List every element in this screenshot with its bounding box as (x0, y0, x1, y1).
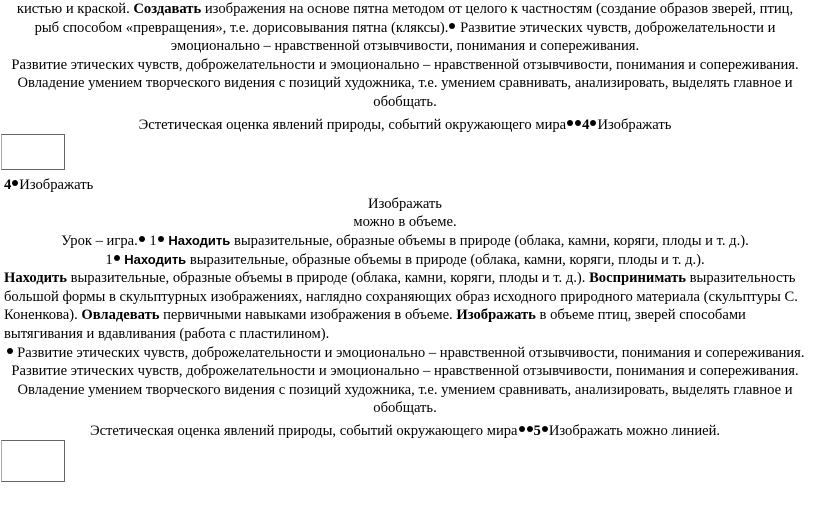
paragraph-aesthetic-2 (0, 422, 812, 441)
paragraph-find-volumes (0, 251, 812, 270)
bold-term: Создавать (133, 1, 202, 17)
paragraph-in-volume: можно в объеме. (353, 214, 457, 231)
paragraph-vision-2: Овладение умением творческого видения с позиций художника, т.е. умением сравнивать, анализировать, выделять главное и обобщать. (17, 381, 793, 417)
text-run: выразительные, образные объемы в природе (облака, камни, коряги, плоды и т. д.). (186, 251, 705, 268)
text-run: Развитие этических чувств, доброжелательности и эмоционально – нравственной отзывчивости, понимания и сопереживания. (170, 19, 776, 55)
bullet-icon (575, 120, 581, 126)
bold-term: Овладевать (81, 307, 160, 324)
list-number: 1 (145, 232, 157, 249)
text-run: Эстетическая оценка явлений природы, событий окружающего мира (138, 116, 567, 133)
paragraph-depict: Изображать (368, 195, 442, 212)
text-run: Урок – игра. (61, 232, 138, 249)
bullet-icon (7, 348, 13, 354)
bullet-icon (590, 120, 596, 126)
text-run: изображения на основе пятна методом от целого к частностям (создание образов зверей, птиц, рыб способом «превращения», т.е. дорисовывания пятна (кляксы). (34, 1, 794, 36)
paragraph-depict-number (0, 176, 812, 195)
list-number: 1 (105, 251, 113, 268)
paragraph-ethics-2: Развитие этических чувств, доброжелательности и эмоционально – нравственной отзывчивости, понимания и сопереживания. (11, 363, 799, 380)
bullet-icon (542, 426, 548, 432)
bold-term: Воспринимать (589, 270, 686, 287)
paragraph-lesson-game (0, 232, 812, 251)
paragraph-aesthetic-1 (0, 116, 812, 135)
text-run: выразительные, образные объемы в природе (облака, камни, коряги, плоды и т. д.). (66, 270, 590, 287)
bold-term: Изображать (456, 307, 536, 324)
bullet-icon (519, 426, 525, 432)
text-run: первичными навыками изображения в объеме. (159, 307, 457, 324)
bullet-icon (12, 180, 18, 186)
text-run: выразительные, образные объемы в природе (облака, камни, коряги, плоды и т. д.). (230, 232, 749, 249)
paragraph-vision-1: Овладение умением творческого видения с позиций художника, т.е. умением сравнивать, анализировать, выделять главное и обобщать. (17, 75, 793, 110)
paragraph-ethics-1: Развитие этических чувств, доброжелательности и эмоционально – нравственной отзывчивости, понимания и сопереживания. (11, 56, 799, 73)
text-run: выразительность большой формы в скульптурных изображениях, наглядно сохраняющих образ исходного природного материала (скульптуры С. Коненкова). (4, 270, 798, 324)
text-run: Изображать (597, 116, 672, 133)
bullet-icon (527, 426, 533, 432)
bold-term: Находить (168, 232, 231, 248)
list-number: 5 (533, 422, 541, 439)
paragraph-activities (0, 269, 812, 343)
text-run: Изображать можно линией. (548, 422, 721, 439)
paragraph-create-images (0, 0, 812, 56)
bullet-icon (139, 236, 145, 242)
bold-term: Находить (4, 270, 67, 287)
empty-frame (1, 440, 65, 482)
bullet-icon (449, 23, 455, 29)
text-run: Изображать (19, 177, 94, 194)
text-run: в объеме птиц, зверей способами вытягивания и вдавливания (работа с пластилином). (4, 307, 746, 342)
bullet-icon (158, 236, 164, 242)
paragraph-ethics-bullet (0, 344, 812, 363)
list-number: 4 (582, 116, 590, 133)
text-run: Развитие этических чувств, доброжелательности и эмоционально – нравственной отзывчивости, понимания и сопереживания. (13, 344, 805, 361)
bold-term: Находить (124, 251, 187, 267)
bullet-icon (114, 255, 120, 261)
empty-frame (1, 134, 65, 170)
bullet-icon (567, 120, 573, 126)
text-run: Эстетическая оценка явлений природы, событий окружающего мира (89, 422, 518, 439)
text-run: кистью и краской. (16, 1, 134, 17)
list-number: 4 (4, 177, 12, 194)
